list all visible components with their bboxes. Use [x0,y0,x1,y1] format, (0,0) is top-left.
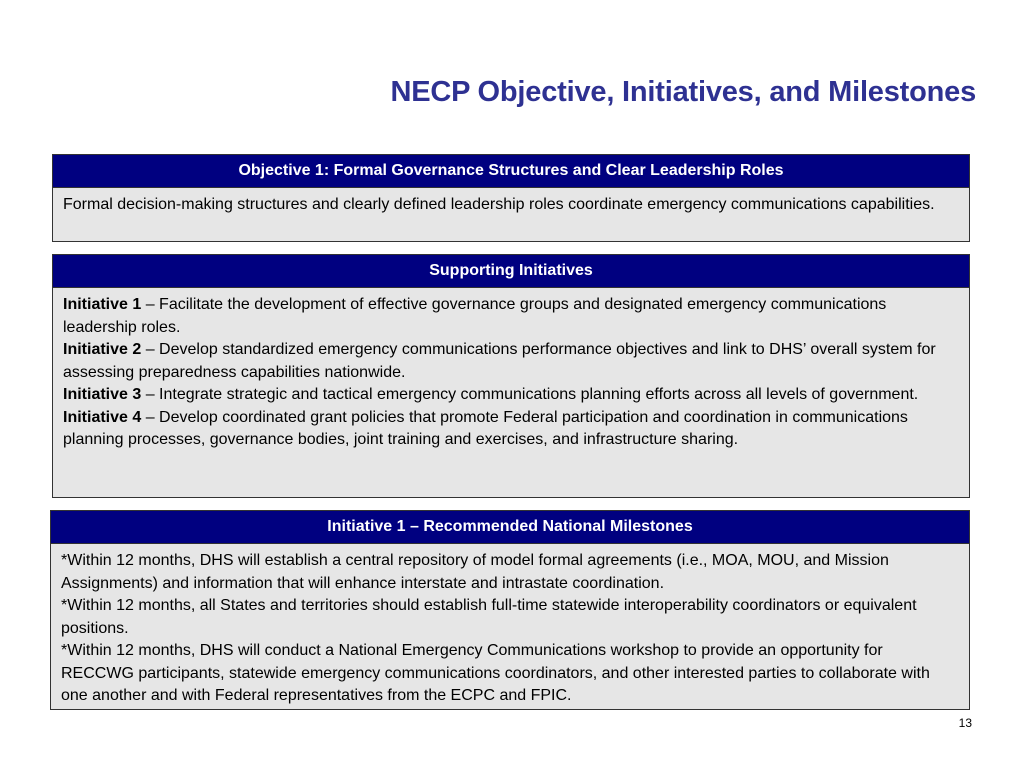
initiative-label: Initiative 2 [63,341,142,358]
initiative-item [63,384,959,407]
milestone-item: *Within 12 months, all States and territories should establish full-time statewide interoperability coordinators or equivalent positions. [61,597,917,637]
initiative-label: Initiative 4 [63,408,142,426]
objective-body: Formal decision-making structures and clearly defined leadership roles coordinate emergency communications capabilities. [63,196,935,213]
initiative-item [63,339,959,384]
initiative-label: Initiative 3 [63,386,142,403]
initiative-text: – Integrate strategic and tactical emergency communications planning efforts across all levels of government. [141,386,919,403]
objective-panel [52,154,970,242]
milestones-body [51,544,969,714]
initiative-label: Initiative 1 [63,296,142,313]
milestone-item: *Within 12 months, DHS will conduct a National Emergency Communications workshop to provide an opportunity for RECCWG participants, statewide emergency communications coordinators, and other interested parties to collaborate with one another and with Federal representatives from the ECPC and FPIC. [61,642,930,704]
milestones-panel [50,510,970,710]
page-number: 13 [958,716,972,730]
milestone-item: *Within 12 months, DHS will establish a central repository of model formal agreements (i.e., MOA, MOU, and Mission Assignments) and information that will enhance interstate and intrastate coordination. [61,552,889,592]
page-title: NECP Objective, Initiatives, and Milestones [390,76,976,108]
milestones-header: Initiative 1 – Recommended National Milestones [51,511,969,544]
objective-header: Objective 1: Formal Governance Structures and Clear Leadership Roles [53,155,969,188]
initiative-item [63,294,959,339]
initiative-text: – Develop coordinated grant policies that promote Federal participation and coordination in communications planning processes, governance bodies, joint training and exercises, and infrastructure sharing. [63,408,908,448]
initiative-text: – Develop standardized emergency communications performance objectives and link to DHS’ overall system for assessing preparedness capabilities nationwide. [63,341,936,381]
initiatives-body [53,288,969,458]
initiative-text: – Facilitate the development of effective governance groups and designated emergency communications leadership roles. [63,296,887,336]
initiative-item [63,407,959,452]
initiatives-header: Supporting Initiatives [53,255,969,288]
initiatives-panel [52,254,970,498]
